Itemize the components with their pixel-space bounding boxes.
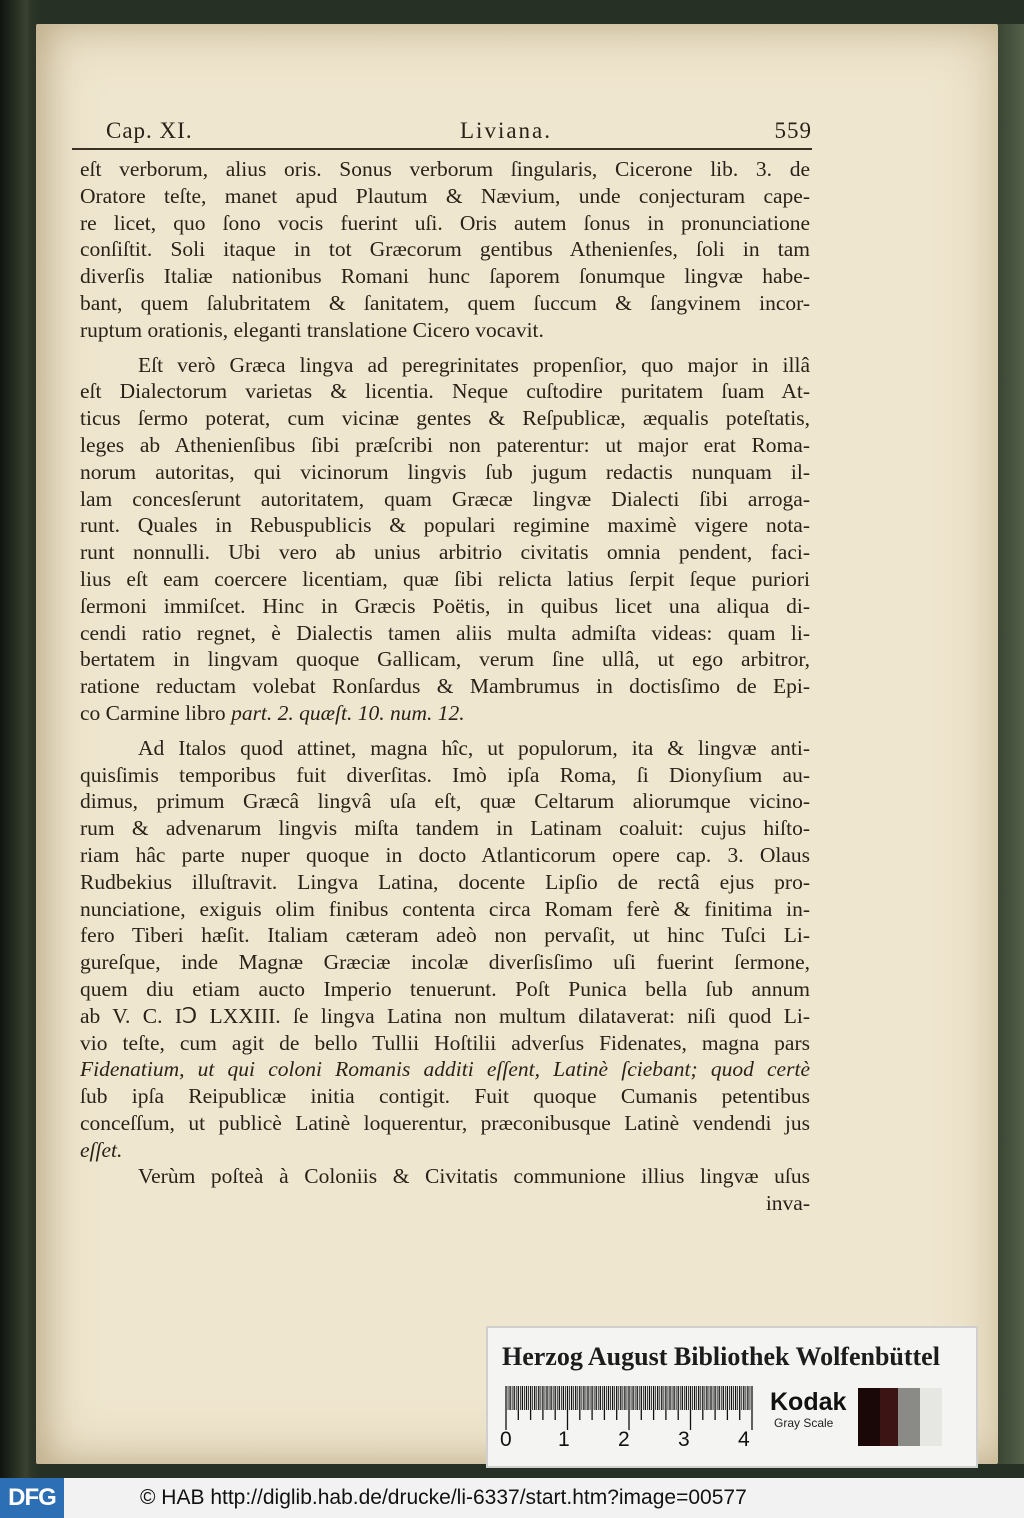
text-line: bant, quem ſalubritatem & ſanitatem, quem ſuccum & ſangvinem incor-: [80, 290, 810, 315]
text-line: gureſque, inde Magnæ Græciæ incolæ diverſisſimo uſi fuerint ſermone,: [80, 950, 810, 975]
library-color-card: [486, 1326, 978, 1468]
text-line: Verùm poſteà à Coloniis & Civitatis communione illius lingvæ uſus: [138, 1164, 810, 1189]
swatch: [920, 1388, 942, 1446]
text-line-start: co Carmine libro: [80, 700, 226, 725]
ruler-numbers: [500, 1428, 750, 1454]
text-line: rum & advenarum lingvis miſta tandem in Latinam coaluit: cujus hiſto-: [80, 816, 810, 841]
text-line: quisſimis temporibus fuit diverſitas. Imò ipſa Roma, ſi Dionyſium au-: [80, 762, 810, 787]
text-line: bertatem in lingvam quoque Gallicam, verum ſine ullâ, ut ego arbitror,: [80, 647, 810, 672]
text-line: Rudbekius illuſtravit. Lingva Latina, docente Lipſio de rectâ ejus pro-: [80, 869, 810, 894]
catchword: inva-: [765, 1191, 810, 1216]
text-line: Ad Italos quod attinet, magna hîc, ut populorum, ita & lingvæ anti-: [138, 735, 810, 760]
ruler-scale: [504, 1384, 756, 1430]
footer-bar: [0, 1478, 1024, 1518]
text-line: eſſet.: [80, 1137, 123, 1162]
body-text: [80, 156, 810, 1217]
text-line: conſiſtit. Soli itaque in tot Græcorum gentibus Athenienſes, ſoli in tam: [80, 237, 810, 262]
text-line: norum autoritas, qui vicinorum lingvis ſub jugum redactis nunquam il-: [80, 459, 810, 484]
text-line: leges ab Athenienſibus ſibi præſcribi non paterentur: ut major erat Roma-: [80, 432, 810, 457]
paragraph-2: [80, 352, 810, 727]
text-line: ab V. C. IↃ LXXIII. ſe lingva Latina non multum dilataverat: niſi quod Li-: [80, 1003, 810, 1028]
text-line: ruptum orationis, eleganti translatione Cicero vocavit.: [80, 317, 544, 342]
paragraph-3: [80, 735, 810, 1164]
text-line: lam concesſerunt autoritatem, quam Græcæ lingvæ Dialecti ſibi arroga-: [80, 486, 810, 511]
page-number: 559: [774, 118, 812, 143]
running-title: Liviana.: [460, 118, 552, 143]
head-rule: [72, 148, 812, 150]
gray-scale-label: Gray Scale: [774, 1416, 834, 1430]
text-line: vio teſte, cum agit de bello Tullii Hoſtilii adverſus Fidenates, magna pars: [80, 1030, 810, 1055]
text-line: ſub ipſa Reipublicæ initia contigit. Fuit quoque Cumanis petentibus: [80, 1084, 810, 1109]
citation-reference: part. 2. quæſt. 10. num. 12.: [231, 700, 465, 725]
running-head: [72, 116, 812, 148]
ruler-number: 1: [558, 1428, 570, 1451]
chapter-label: Cap. XI.: [106, 118, 193, 143]
text-line: Eſt verò Græca lingva ad peregrinitates propenſior, quo major in illâ: [138, 352, 810, 377]
copyright-link[interactable]: © HAB http://diglib.hab.de/drucke/li-6337/start.htm?image=00577: [140, 1486, 747, 1509]
gray-swatches: [858, 1388, 942, 1446]
text-line: runt. Quales in Rebuspublicis & populari regimine maximè vigere nota-: [80, 513, 810, 538]
ruler-number: 4: [738, 1428, 750, 1451]
text-line: [80, 700, 810, 727]
swatch: [898, 1388, 920, 1446]
paragraph-1: [80, 156, 810, 344]
dfg-logo: DFG: [0, 1478, 64, 1518]
text-line: conceſſum, ut publicè Latinè loquerentur, præconibusque Latinè vendendi jus: [80, 1110, 810, 1135]
text-line: dimus, primum Græcâ lingvâ uſa eſt, quæ Celtarum aliorumque vicino-: [80, 789, 810, 814]
ruler-number: 2: [618, 1428, 630, 1451]
text-line: Oratore teſte, manet apud Plautum & Nævium, unde conjecturam cape-: [80, 183, 810, 208]
text-line: diverſis Italiæ nationibus Romani hunc ſaporem ſonumque lingvæ habe-: [80, 264, 810, 289]
text-line: lius eſt eam coercere licentiam, quæ ſibi relicta latius ſerpit ſeque puriori: [80, 566, 810, 591]
text-line: fero Tiberi hæſit. Italiam cæteram adeò non pervaſit, ut hinc Tuſci Li-: [80, 923, 810, 948]
text-line: re licet, quo ſono vocis fuerint uſi. Oris autem ſonus in pronunciatione: [80, 210, 810, 235]
text-line: ticus ſermo poterat, cum vicinæ gentes & Reſpublicæ, æqualis poteſtatis,: [80, 406, 810, 431]
ruler-number: 3: [678, 1428, 690, 1451]
text-line: eſt verborum, alius oris. Sonus verborum ſingularis, Cicerone lib. 3. de: [80, 157, 810, 181]
text-line: ratione reductam volebat Ronſardus & Mambrumus in doctisſimo de Epi-: [80, 674, 810, 699]
swatch: [858, 1388, 880, 1446]
ruler-number: 0: [500, 1428, 512, 1451]
text-line: nunciatione, exiguis olim finibus contenta circa Romam ferè & finitima in-: [80, 896, 810, 921]
paragraph-4: [80, 1163, 810, 1217]
text-line: Fidenatium, ut qui coloni Romanis additi eſſent, Latinè ſciebant; quod certè: [80, 1057, 810, 1082]
text-line: quem diu etiam aucto Imperio tenuerunt. Poſt Punica bella ſub annum: [80, 976, 810, 1001]
text-line: eſt Dialectorum varietas & licentia. Neque cuſtodire puritatem ſuam At-: [80, 379, 810, 404]
scan-right-edge: [998, 24, 1024, 1464]
kodak-logo: Kodak: [770, 1388, 847, 1416]
text-line: ſermoni immiſcet. Hinc in Græcis Poëtis, in quibus licet una aliqua di-: [80, 593, 810, 618]
text-line: cendi ratio regnet, è Dialectis tamen aliis multa admiſta videas: quam li-: [80, 620, 810, 645]
text-line: runt nonnulli. Ubi vero ab unius arbitrio civitatis omnia pendent, faci-: [80, 540, 810, 565]
library-name: Herzog August Bibliothek Wolfenbüttel: [502, 1342, 940, 1371]
text-line: riam hâc parte nuper quoque in docto Atlanticorum opere cap. 3. Olaus: [80, 842, 810, 867]
swatch: [880, 1388, 898, 1446]
